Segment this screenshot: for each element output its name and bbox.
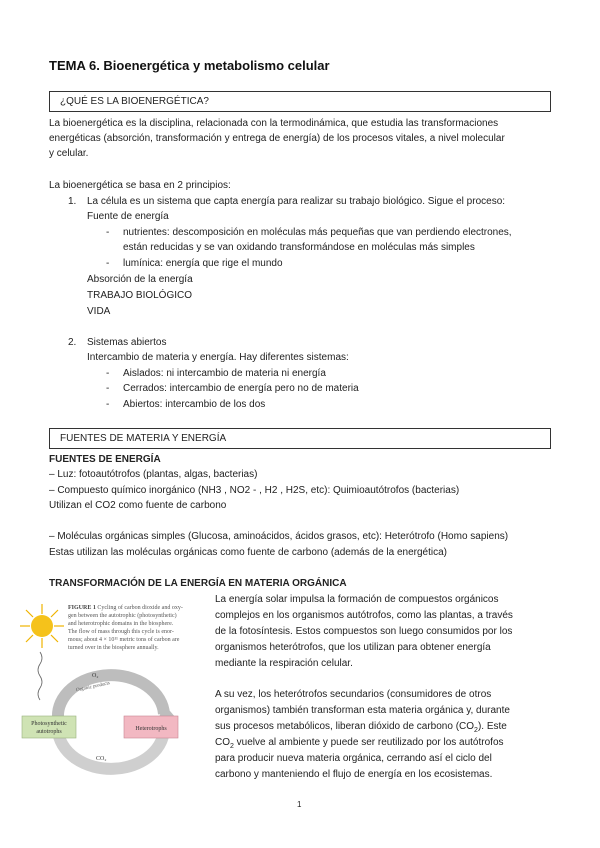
paragraph-line: de la fotosíntesis. Estos compuestos son luego consumidos por los xyxy=(215,626,513,637)
page-number: 1 xyxy=(297,800,302,809)
section-heading-box xyxy=(49,428,551,449)
list-number: 1. xyxy=(68,196,77,207)
intro-line: energéticas (absorción, transformación y entrega de energía) de los procesos vitales, a nivel molecular xyxy=(49,133,505,144)
paragraph-line: organismos) también transforman esta materia orgánica y, durante xyxy=(215,705,510,716)
light-wave-icon xyxy=(38,652,42,700)
autotroph-label: Photosynthetic xyxy=(31,721,67,727)
bullet-dash: - xyxy=(106,383,110,394)
text-segment: CO xyxy=(215,737,230,748)
process-step: TRABAJO BIOLÓGICO xyxy=(87,290,193,301)
system-bullet: Aislados: ni intercambio de materia ni energía xyxy=(123,368,326,379)
carbon-cycle-figure xyxy=(18,596,210,776)
caption-line: gen between the autotrophic (photosynthetic) xyxy=(68,613,177,619)
caption-line: and heterotrophic domains in the biosphere. xyxy=(68,621,174,627)
caption-line: The flow of mass through this cycle is enor- xyxy=(68,629,174,635)
intro-line: y celular. xyxy=(49,148,89,159)
principles-intro: La bioenergética se basa en 2 principios: xyxy=(49,180,231,191)
energy-source-line: Utilizan el CO2 como fuente de carbono xyxy=(49,500,227,511)
subscript: 2 xyxy=(230,743,234,750)
energy-source: Fuente de energía xyxy=(87,211,169,222)
cycle-arc-top xyxy=(58,675,164,718)
bullet-dash: - xyxy=(106,227,110,238)
section-heading-bold: TRANSFORMACIÓN DE LA ENERGÍA EN MATERIA ORGÁNICA xyxy=(49,578,347,589)
process-step: VIDA xyxy=(87,306,111,317)
paragraph-line: para producir nueva materia orgánica, cerrando así el ciclo del xyxy=(215,753,492,764)
paragraph-line: complejos en los organismos autótrofos, como las plantas, a través xyxy=(215,610,513,621)
system-bullet: Cerrados: intercambio de energía pero no de materia xyxy=(123,383,359,394)
section-heading: ¿QUÉ ES LA BIOENERGÉTICA? xyxy=(60,96,209,107)
energy-source-line: Estas utilizan las moléculas orgánicas como fuente de carbono (además de la energética) xyxy=(49,547,447,558)
intro-line: La bioenergética es la disciplina, relacionada con la termodinámica, que estudia las transformaciones xyxy=(49,118,499,129)
paragraph-line: mediante la respiración celular. xyxy=(215,658,353,669)
figure-caption xyxy=(68,604,210,652)
bullet-light: lumínica: energía que rige el mundo xyxy=(123,258,283,269)
energy-source-line: – Luz: fotoautótrofos (plantas, algas, bacterias) xyxy=(49,469,258,480)
energy-source-line: – Moléculas orgánicas simples (Glucosa, aminoácidos, ácidos grasos, etc): Heterótrofo (Homo sapiens) xyxy=(49,531,509,542)
organic-products-label: Organic products xyxy=(75,681,111,694)
bullet-dash: - xyxy=(106,399,110,410)
paragraph-line: carbono y manteniendo el flujo de energía en los ecosistemas. xyxy=(215,769,493,780)
subscript: 2 xyxy=(474,727,478,734)
principle-2-sub: Intercambio de materia y energía. Hay diferentes sistemas: xyxy=(87,352,349,363)
paragraph-line: La energía solar impulsa la formación de compuestos orgánicos xyxy=(215,594,499,605)
system-bullet: Abiertos: intercambio de los dos xyxy=(123,399,266,410)
process-step: Absorción de la energía xyxy=(87,274,193,285)
section-heading: FUENTES DE MATERIA Y ENERGÍA xyxy=(60,433,227,444)
caption-line: turned over in the biosphere annually. xyxy=(68,645,159,651)
text-segment: sus procesos metabólicos, liberan dióxido de carbono (CO xyxy=(215,721,475,732)
list-number: 2. xyxy=(68,337,77,348)
text-segment: vuelve al ambiente y puede ser reutilizado por los autótrofos xyxy=(233,737,504,748)
paragraph-line: organismos heterótrofos, que los utilizan para obtener energía xyxy=(215,642,491,653)
autotroph-label: autotrophs xyxy=(36,729,62,735)
text-segment: ). Este xyxy=(477,721,507,732)
bullet-dash: - xyxy=(106,368,110,379)
paragraph-line: A su vez, los heterótrofos secundarios (consumidores de otros xyxy=(215,689,492,700)
figure-label: FIGURE 1 xyxy=(68,605,96,611)
subheading: FUENTES DE ENERGÍA xyxy=(49,454,161,465)
caption-line: Cycling of carbon dioxide and oxy- xyxy=(97,605,183,611)
page-title: TEMA 6. Bioenergética y metabolismo celular xyxy=(49,58,330,73)
bullet-nutrients: nutrientes: descomposición en moléculas más pequeñas que van perdiendo electrones, xyxy=(123,227,512,238)
sun-icon xyxy=(20,604,64,648)
co2-label: CO₂ xyxy=(96,756,107,762)
bullet-dash: - xyxy=(106,258,110,269)
o2-label: O₂ xyxy=(92,673,99,679)
heterotroph-label: Heterotrophs xyxy=(135,726,167,732)
principle-1-text: La célula es un sistema que capta energía para realizar su trabajo biológico. Sigue el proceso: xyxy=(87,196,506,207)
energy-source-line: – Compuesto químico inorgánico (NH3 , NO2 - , H2 , H2S, etc): Quimioautótrofos (bacterias) xyxy=(49,485,460,496)
principle-2-text: Sistemas abiertos xyxy=(87,337,167,348)
bullet-nutrients-cont: están reducidas y se van oxidando transformándose en moléculas más simples xyxy=(123,242,475,253)
caption-line: mous; about 4 × 10¹¹ metric tons of carbon are xyxy=(68,637,180,643)
section-heading-box xyxy=(49,91,551,112)
